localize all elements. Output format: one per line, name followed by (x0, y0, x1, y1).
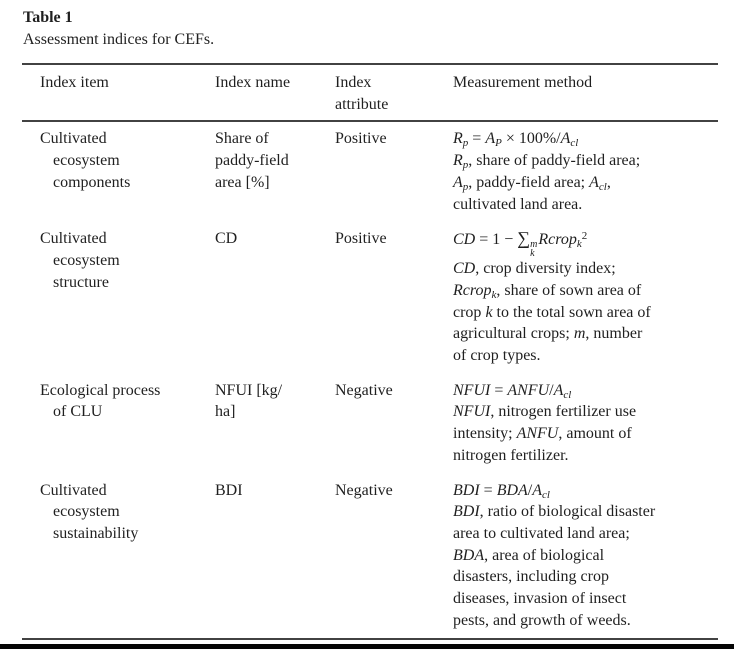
assessment-indices-table (22, 63, 718, 640)
page-bottom-edge (0, 644, 734, 649)
column-header-index-name: Index name (215, 74, 291, 91)
cell-index-attribute: Negative (335, 381, 393, 399)
column-header-index-attribute: Index attribute (335, 74, 389, 113)
cell-index-attribute: Negative (335, 481, 393, 499)
table-row-ecological-process (22, 374, 718, 474)
cell-index-item: Cultivated ecosystem sustainability (40, 481, 139, 542)
cell-index-item: Cultivated ecosystem components (40, 130, 131, 191)
cell-index-attribute: Positive (335, 130, 387, 148)
table-label: Table 1 (23, 9, 73, 26)
cell-index-item: Ecological process of CLU (40, 381, 161, 421)
cell-measurement-method: CD = 1 − ∑ m k Rcrop$_k^2$ CD, crop diversity index; Rcrop$_k$, share of sown area of crop k to the total sown area of agricultural crops; m, number of crop types. (453, 228, 651, 365)
table-caption-block (23, 7, 214, 51)
cell-measurement-method: NFUI = ANFU/$A_{cl}$ NFUI, nitrogen fertilizer use intensity; ANFU, amount of nitrogen fertilizer. (453, 381, 637, 464)
table-caption: Assessment indices for CEFs. (23, 31, 215, 48)
cell-index-name: BDI (215, 481, 243, 499)
column-header-index-item: Index item (40, 74, 109, 91)
cell-measurement-method: $R_p = A_P \times 100\%/A_{cl}$ $R_p$, share of paddy-field area; $A_p$, paddy-field area; $A_{cl}$, cultivated land area. (453, 130, 641, 213)
cell-measurement-method: BDI = BDA/$A_{cl}$ BDI, ratio of biological disaster area to cultivated land area; BDA, area of biological disasters, including crop diseases, invasion of insect pests, and growth of weeds. (453, 481, 656, 629)
table-row-structure (22, 222, 718, 374)
column-header-measurement-method: Measurement method (453, 74, 593, 91)
table-header-row (22, 65, 718, 122)
cell-index-name: CD (215, 230, 238, 248)
table-row-sustainability (22, 474, 718, 639)
cell-index-name: NFUI [kg/ ha] (215, 381, 283, 421)
cell-index-name: Share of paddy-field area [%] (215, 130, 289, 191)
table-body (22, 122, 718, 638)
cell-index-item: Cultivated ecosystem structure (40, 230, 120, 291)
cell-index-attribute: Positive (335, 230, 387, 248)
table-row-components (22, 122, 718, 222)
